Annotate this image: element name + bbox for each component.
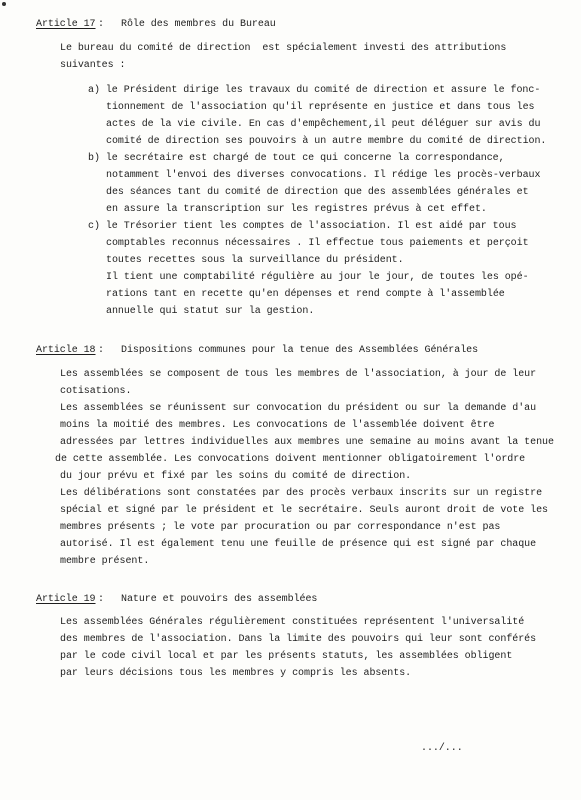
article-17-colon: : <box>98 19 104 30</box>
article-19-line: des membres de l'association. Dans la limite des pouvoirs qui leur sont conférés <box>60 634 537 645</box>
article-17-item-line: comptables reconnus nécessaires . Il effectue tous paiements et perçoit <box>106 238 529 249</box>
article-19-line: par leurs décisions tous les membres y compris les absents. <box>60 668 412 679</box>
article-17-item-line: a) le Président dirige les travaux du comité de direction et assure le fonc- <box>88 85 541 96</box>
article-18-line: Les délibérations sont constatées par des procès verbaux inscrits sur un registre <box>60 488 543 499</box>
article-17-item-line: c) le Trésorier tient les comptes de l'association. Il est aidé par tous <box>88 221 517 232</box>
article-19-label: Article 19 <box>36 594 96 605</box>
article-17-intro-line: Le bureau du comité de direction est spécialement investi des attributions <box>60 43 507 54</box>
article-17-item-line: rations tant en recette qu'en dépenses et rend compte à l'assemblée <box>106 289 505 300</box>
article-17-item-line: notamment l'envoi des diverses convocations. Il rédige les procès-verbaux <box>106 170 541 181</box>
article-18-line: Les assemblées se réunissent sur convocation du président ou sur la demande d'au <box>60 403 537 414</box>
article-18-line: spécial et signé par le président et le secrétaire. Seuls auront droit de vote les <box>60 505 548 516</box>
article-17-item-line: annuelle qui statut sur la gestion. <box>106 306 315 317</box>
article-18-colon: : <box>98 345 104 356</box>
article-18-line: cotisations. <box>60 386 132 397</box>
article-17-label: Article 17 <box>36 19 96 30</box>
article-17-item-line: en assure la transcription sur les registres prévus à cet effet. <box>106 204 487 215</box>
article-18-line: membres présents ; le vote par procuration ou par correspondance n'est pas <box>60 522 501 533</box>
page-mark <box>2 2 6 6</box>
article-19-line: Les assemblées Générales régulièrement constituées représentent l'universalité <box>60 617 525 628</box>
article-18-line: du jour prévu et fixé par les soins du comité de direction. <box>60 471 412 482</box>
article-17-item-line: comité de direction ses pouvoirs à un autre membre du comité de direction. <box>106 136 547 147</box>
article-18-line: adressées par lettres individuelles aux membres une semaine au moins avant la tenue <box>60 437 554 448</box>
article-19-colon: : <box>98 594 104 605</box>
article-17-item-line: toutes recettes sous la surveillance du président. <box>106 255 404 266</box>
article-18-line: de cette assemblée. Les convocations doivent mentionner obligatoirement l'ordre <box>55 454 526 465</box>
article-18-line: membre présent. <box>60 556 150 567</box>
article-18-title: Dispositions communes pour la tenue des Assemblées Générales <box>121 345 479 356</box>
article-17-intro-line: suivantes : <box>60 60 126 71</box>
article-19-line: par le code civil local et par les présents statuts, les assemblées obligent <box>60 651 513 662</box>
continuation-marker: .../... <box>421 743 463 754</box>
article-19-title: Nature et pouvoirs des assemblées <box>121 594 318 605</box>
article-18-line: Les assemblées se composent de tous les membres de l'association, à jour de leur <box>60 369 537 380</box>
article-18-line: moins la moitié des membres. Les convocations de l'assemblée doivent être <box>60 420 495 431</box>
article-17-item-line: tionnement de l'association qu'il représente en justice et dans tous les <box>106 102 535 113</box>
article-17-item-line: actes de la vie civile. En cas d'empêchement,il peut déléguer sur avis du <box>106 119 541 130</box>
article-17-item-line: Il tient une comptabilité régulière au jour le jour, de toutes les opé- <box>106 272 529 283</box>
article-17-item-line: des séances tant du comité de direction que des assemblées générales et <box>106 187 529 198</box>
article-17-title: Rôle des membres du Bureau <box>121 19 276 30</box>
article-17-item-line: b) le secrétaire est chargé de tout ce qui concerne la correspondance, <box>88 153 505 164</box>
article-18-line: autorisé. Il est également tenu une feuille de présence qui est signé par chaque <box>60 539 537 550</box>
article-18-label: Article 18 <box>36 345 96 356</box>
